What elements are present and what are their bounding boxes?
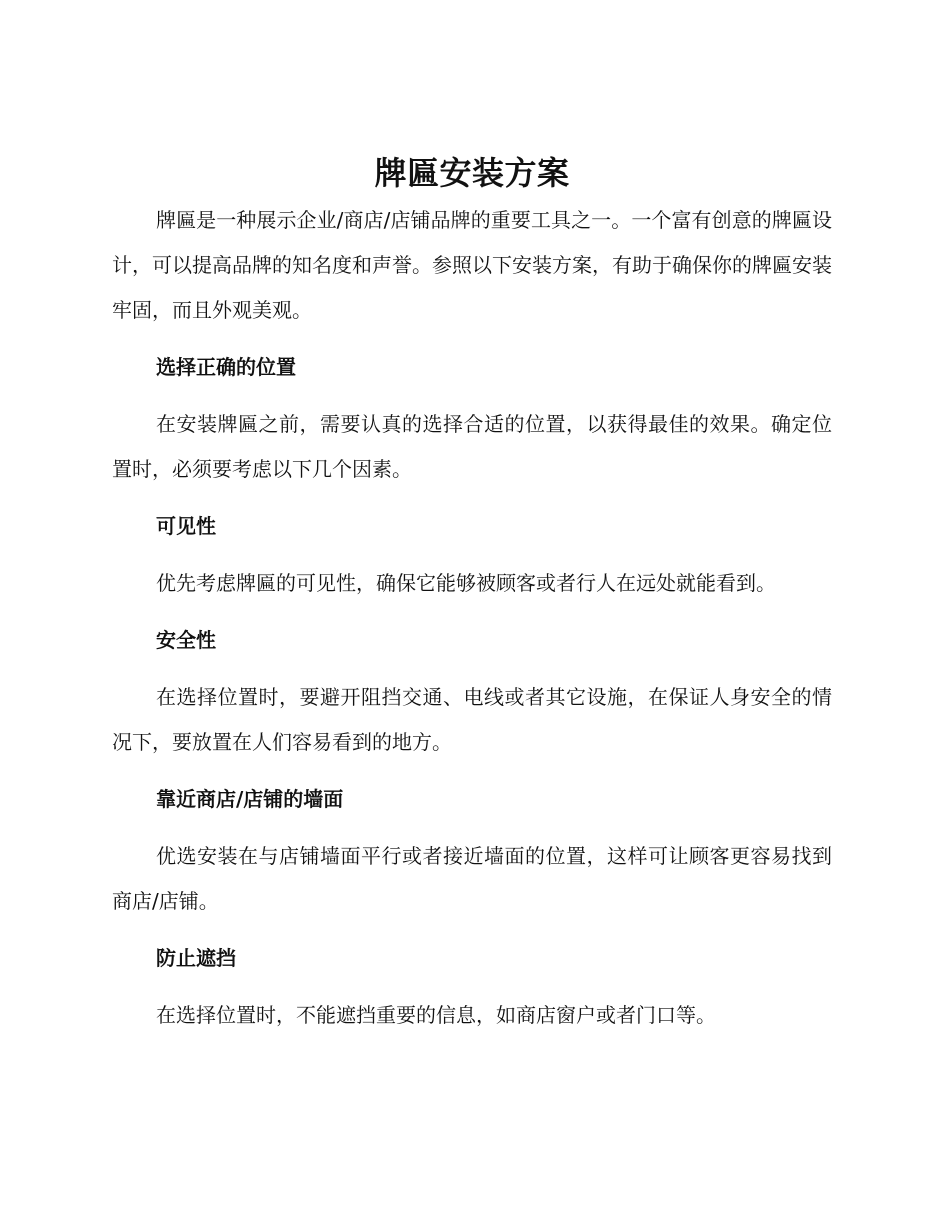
document-title: 牌匾安装方案 bbox=[374, 154, 570, 192]
section-heading-visibility: 可见性 bbox=[156, 514, 216, 538]
section-body-safety: 在选择位置时，要避开阻挡交通、电线或者其它设施，在保证人身安全的情况下，要放置在人们容易看到的地方。 bbox=[112, 685, 832, 754]
section-heading-location: 选择正确的位置 bbox=[156, 355, 296, 379]
intro-paragraph: 牌匾是一种展示企业/商店/店铺品牌的重要工具之一。一个富有创意的牌匾设计，可以提高品牌的知名度和声誉。参照以下安装方案，有助于确保你的牌匾安装牢固，而且外观美观。 bbox=[112, 208, 832, 322]
document-page bbox=[112, 148, 832, 1038]
section-body-location: 在安装牌匾之前，需要认真的选择合适的位置，以获得最佳的效果。确定位置时，必须要考虑以下几个因素。 bbox=[112, 412, 832, 481]
section-heading-obstruction: 防止遮挡 bbox=[156, 946, 236, 970]
section-heading-safety: 安全性 bbox=[156, 628, 216, 652]
section-heading-wall: 靠近商店/店铺的墙面 bbox=[156, 787, 344, 811]
section-body-obstruction: 在选择位置时，不能遮挡重要的信息，如商店窗户或者门口等。 bbox=[156, 1003, 716, 1027]
section-body-wall: 优选安装在与店铺墙面平行或者接近墙面的位置，这样可让顾客更容易找到商店/店铺。 bbox=[112, 844, 832, 913]
section-body-visibility: 优先考虑牌匾的可见性，确保它能够被顾客或者行人在远处就能看到。 bbox=[156, 571, 776, 595]
